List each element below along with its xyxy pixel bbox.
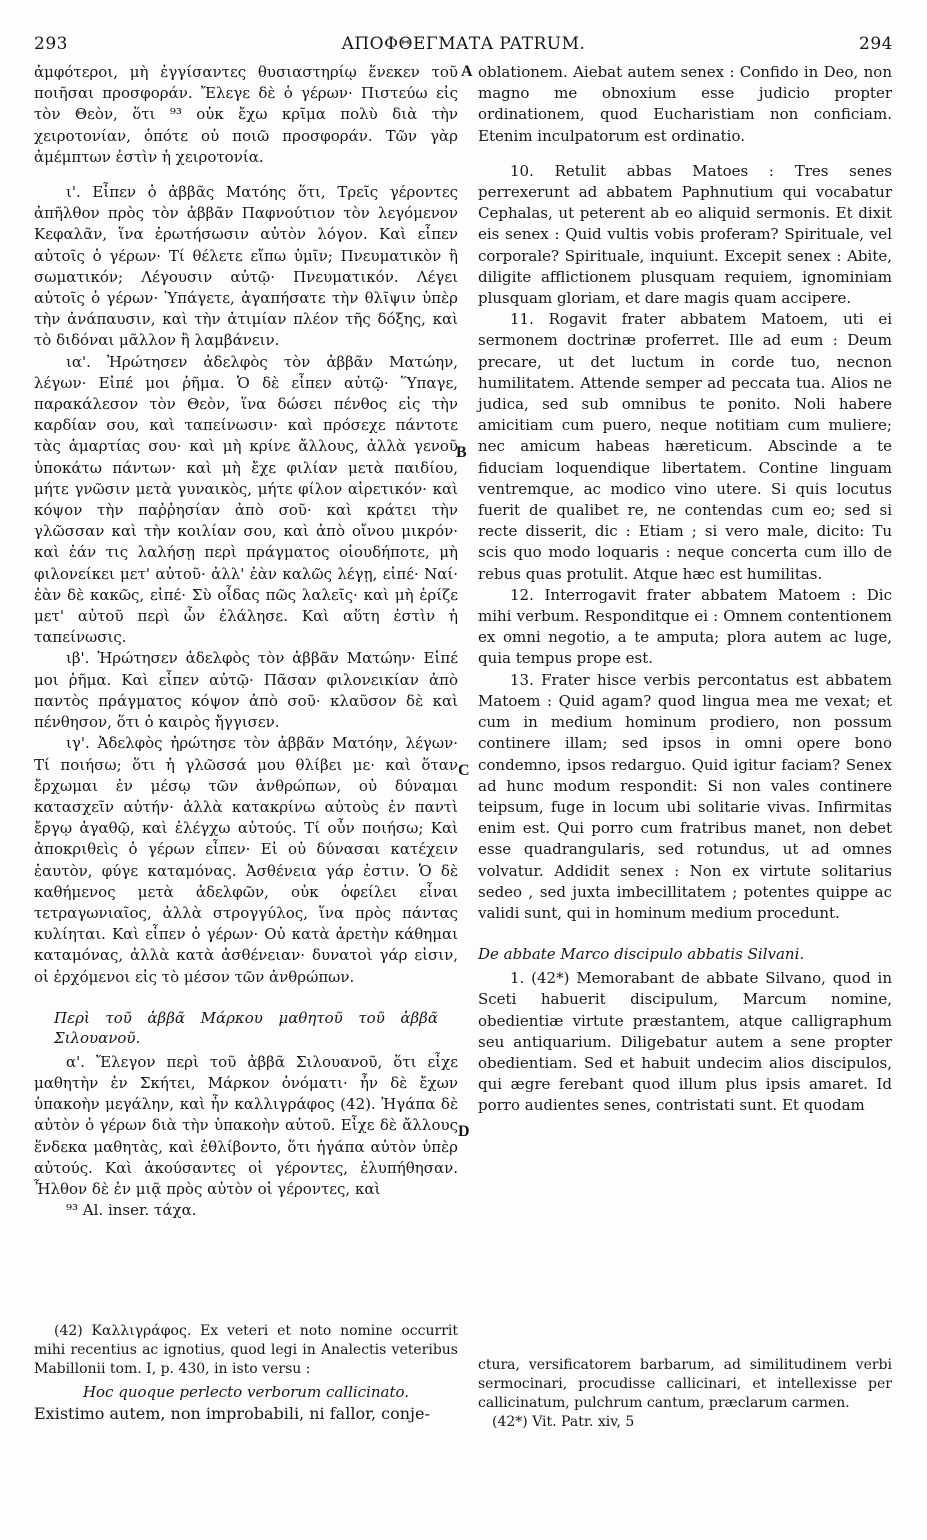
margin-marker-a: A [461, 63, 473, 80]
greek-paragraph-continuation: ἀμφότεροι, μὴ ἐγγίσαντες θυσιαστηρίῳ ἕνεκεν τοῦ ποιῆσαι προσφοράν. Ἔλεγε δὲ ὁ γέρων· Πιστεύω εἰς τὸν Θεὸν, ὅτι ⁹³ οὐκ ἔχω κρῖμα πολὺ διὰ τὴν χειροτονίαν, ὁπότε οὐ ποιῶ προσφοράν. Τῶν γὰρ ἀμέμπτων ἐστὶν ἡ χειροτονία. [34, 63, 458, 166]
latin-paragraph-continuation: oblationem. Aiebat autem senex : Confido in Deo, non magno me obnoxium esse judicio propter ordinationem, quod Eucharistiam non conficiam. Etenim inculpatorum est ordinatio. [478, 63, 892, 145]
greek-paragraph-12: ιβ'. Ἠρώτησεν ἀδελφὸς τὸν ἀββᾶν Ματώην· Εἰπέ μοι ῥῆμα. Καὶ εἶπεν αὐτῷ· Πᾶσαν φιλονεικίαν ἀπὸ παντὸς πράγματος κόψον ἀπὸ σοῦ· κλαῦσον δὲ καὶ πένθησον, ὅτι ὁ καιρὸς ἤγγισεν. [34, 649, 458, 732]
margin-marker-d: D [458, 1123, 470, 1140]
margin-marker-b: B [456, 444, 467, 461]
greek-paragraph-10: ι'. Εἶπεν ὁ ἀββᾶς Ματόης ὅτι, Τρεῖς γέροντες ἀπῆλθον πρὸς τὸν ἀββᾶν Παφνούτιον τὸν λεγόμενον Κεφαλᾶν, ἵνα ἐρωτήσωσιν αὐτὸν λόγον. Καὶ εἶπεν αὐτοῖς ὁ γέρων· Τί θέλετε εἴπω ὑμῖν; Πνευματικὸν ἢ σωματικόν; Λέγουσιν αὐτῷ· Πνευματικόν. Λέγει αὐτοῖς ὁ γέρων· Ὑπάγετε, ἀγαπήσατε τὴν θλῖψιν ὑπὲρ τὴν ἀνάπαυσιν, καὶ τὴν ἀτιμίαν πλέον τῆς δόξης, καὶ τὸ διδόναι μᾶλλον ἢ λαμβάνειν. [34, 183, 458, 350]
page-number-left: 293 [34, 34, 68, 54]
latin-section-heading: De abbate Marco discipulo abbatis Silvani. [478, 945, 805, 964]
page-number-right: 294 [859, 34, 893, 54]
footnote-42-conclusion: ctura, versificatorem barbarum, ad similitudinem verbi sermocinari, procudisse callicinari, et intellexisse per callicinatum, pulchrum cantum, præclarum carmen. [478, 1357, 892, 1411]
latin-paragraph-11: 11. Rogavit frater abbatem Matoem, uti ei sermonem doctrinæ proferret. Ille ad eum : Deum precare, ut det luctum in corde tuo, necnon humilitatem. Attende semper ad peccata tua. Alios ne judica, sed sub omnibus te ponito. Noli habere amicitiam cum puero, neque notitiam cum muliere; nec amicum habeas hæreticum. Abscinde a te fiduciam loquendique libertatem. Contine linguam ventremque, ac modico vino utere. Si quis locutus fuerit de qualibet re, ne contendas cum eo; sed si recte disserit, dic : Etiam ; si vero male, dicito: Tu scis quo modo loquaris : neque concerta cum illo de rebus quas protulit. Atque hæc est humilitas. [478, 310, 892, 583]
margin-marker-c: C [458, 762, 470, 779]
running-title: ΑΠΟΦΘΕΓΜΑΤΑ PATRUM. [341, 34, 586, 54]
greek-paragraph-s1: α'. Ἔλεγον περὶ τοῦ ἀββᾶ Σιλουανοῦ, ὅτι εἶχε μαθητὴν ἐν Σκήτει, Μάρκον ὀνόματι· ἦν δὲ ἔχων ὑπακοὴν μεγάλην, καὶ ἦν καλλιγράφος (42). Ἠγάπα δὲ αὐτὸν ὁ γέρων διὰ τὴν ὑπακοὴν αὐτοῦ. Εἶχε δὲ ἄλλους ἕνδεκα μαθητὰς, καὶ ἐθλίβοντο, ὅτι ἠγάπα αὐτὸν ὑπὲρ αὐτούς. Καὶ ἀκούσαντες οἱ γέροντες, ἐλυπήθησαν. Ἦλθον δὲ ἐν μιᾷ πρὸς αὐτὸν οἱ γέροντες, καὶ [34, 1052, 458, 1198]
latin-column [478, 62, 892, 1117]
greek-paragraph-13: ιγ'. Ἀδελφὸς ἠρώτησε τὸν ἀββᾶν Ματόην, λέγων· Τί ποιήσω; ὅτι ἡ γλῶσσά μου θλίβει με· καὶ ὅταν ἔρχωμαι ἐν μέσῳ τῶν ἀνθρώπων, οὐ δύναμαι κατασχεῖν αὐτήν· ἀλλὰ κατακρίνω αὐτοὺς ἐν παντὶ ἔργῳ ἀγαθῷ, καὶ ἐλέγχω αὐτούς. Τί οὖν ποιήσω; Καὶ ἀποκριθεὶς ὁ γέρων εἶπεν· Εἰ οὐ δύνασαι κατέχειν ἑαυτὸν, φύγε καταμόνας. Ἀσθένεια γάρ ἐστιν. Ὁ δὲ καθήμενος μετὰ ἀδελφῶν, οὐκ ὀφείλει εἶναι τετραγωνιαῖος, ἀλλὰ στρογγύλος, ἵνα πρὸς πάντας κυλίηται. Καὶ εἶπεν ὁ γέρων· Οὐ κατὰ ἀρετὴν κάθημαι καταμόνας, ἀλλὰ κατὰ ἀσθένειαν· δυνατοὶ γάρ εἰσιν, οἱ ἐρχόμενοι εἰς τὸ μέσον τῶν ἀνθρώπων. [34, 734, 458, 986]
latin-paragraph-10: 10. Retulit abbas Matoes : Tres senes perrexerunt ad abbatem Paphnutium qui vocabatur Cephalas, ut peterent ab eo aliquid sermonis. Et dixit eis senex : Quid vultis vobis proferam? Spirituale, vel corporale? Spirituale, inquiunt. Excepit senex : Abite, diligite afflictionem plusquam requiem, ignominiam plusquam gloriam, et dare magis quam accipere. [478, 161, 892, 308]
greek-paragraph-11: ια'. Ἠρώτησεν ἀδελφὸς τὸν ἀββᾶν Ματώην, λέγων· Εἰπέ μοι ῥῆμα. Ὁ δὲ εἶπεν αὐτῷ· Ὕπαγε, παρακάλεσον τὸν Θεὸν, ἵνα δώσει πένθος εἰς τὴν καρδίαν σου, καὶ ταπείνωσιν· καὶ πρόσεχε πάντοτε τὰς ἁμαρτίας σου· καὶ μὴ κρίνε ἄλλους, ἀλλὰ γενοῦ ὑποκάτω πάντων· καὶ μὴ ἔχε φιλίαν μετὰ παιδίου, μήτε γνῶσιν μετὰ γυναικὸς, μήτε φίλον αἱρετικόν· καὶ κόψον τὴν παῤῥησίαν ἀπὸ σοῦ· καὶ κράτει τὴν γλῶσσαν καὶ τὴν κοιλίαν σου, καὶ ἀπὸ οἴνου μικρόν· καὶ ἐάν τις λαλήσῃ περὶ πράγματος οἱουδήποτε, μὴ φιλονείκει μετ' αὐτοῦ· ἀλλ' ἐὰν καλῶς λέγῃ, εἰπέ· Ναί· ἐὰν δὲ κακῶς, εἰπέ· Σὺ οἶδας πῶς λαλεῖς· καὶ μὴ ἐρίζε μετ' αὐτοῦ περὶ ὧν ἐλάλησε. Καὶ αὕτη ἐστὶν ἡ ταπείνωσις. [34, 352, 458, 647]
latin-paragraph-12: 12. Interrogavit frater abbatem Matoem : Dic mihi verbum. Responditque ei : Omnem contentionem ex omni negotio, a te amputa; plora autem ac luge, quia tempus prope est. [478, 585, 892, 668]
running-header [34, 34, 893, 60]
latin-paragraph-13: 13. Frater hisce verbis percontatus est abbatem Matoem : Quid agam? quod lingua mea me vexat; et cum in medium hominum prodiero, non possum continere illam; sed ipsos in omni opere bono condemno, ipsos redarguo. Quid igitur faciam? Senex ad hunc modum respondit: Si non vales continere teipsum, fuge in locum ubi solitarie vivas. Infirmitas enim est. Qui porro cum fratribus manet, non debet esse quadrangularis, sed rotundus, ut ad omnes volvatur. Addidit senex : Non ex virtute solitarius sedeo , sed juxta imbecillitatem ; potentes quippe ac validi sunt, qui in hominum medium procedunt. [478, 670, 892, 922]
footnote-42-verse: Hoc quoque perlecto verborum callicinato. [82, 1383, 410, 1401]
footnotes-left [34, 1322, 458, 1423]
greek-section-heading: Περὶ τοῦ ἀββᾶ Μάρκου μαθητοῦ τοῦ ἀββᾶ Σιλουανοῦ. [54, 1008, 438, 1047]
footnote-42: (42) Καλλιγράφος. Ex veteri et noto nomine occurrit mihi recentius ac ignotius, quod legi in Analectis veteribus Mabillonii tom. I, p. 430, in isto versu : [34, 1323, 458, 1377]
greek-column [34, 62, 458, 1221]
footnotes-right [478, 1356, 892, 1432]
footnote-93: ⁹³ Al. inser. τάχα. [66, 1201, 197, 1220]
latin-paragraph-s1: 1. (42*) Memorabant de abbate Silvano, quod in Sceti habuerit discipulum, Marcum nomine, obedientiæ virtute præstantem, atque calligraphum seu antiquarium. Diligebatur autem a sene propter obedientiam. Sed et habuit undecim alios discipulos, qui ægre ferebant quod illum plus ipsis amaret. Id porro audientes senes, contristati sunt. Et quodam [478, 969, 892, 1115]
footnote-42-continuation: Existimo autem, non improbabili, ni fallor, conje- [34, 1404, 430, 1423]
footnote-42-star: (42*) Vit. Patr. xiv, 5 [492, 1414, 635, 1430]
